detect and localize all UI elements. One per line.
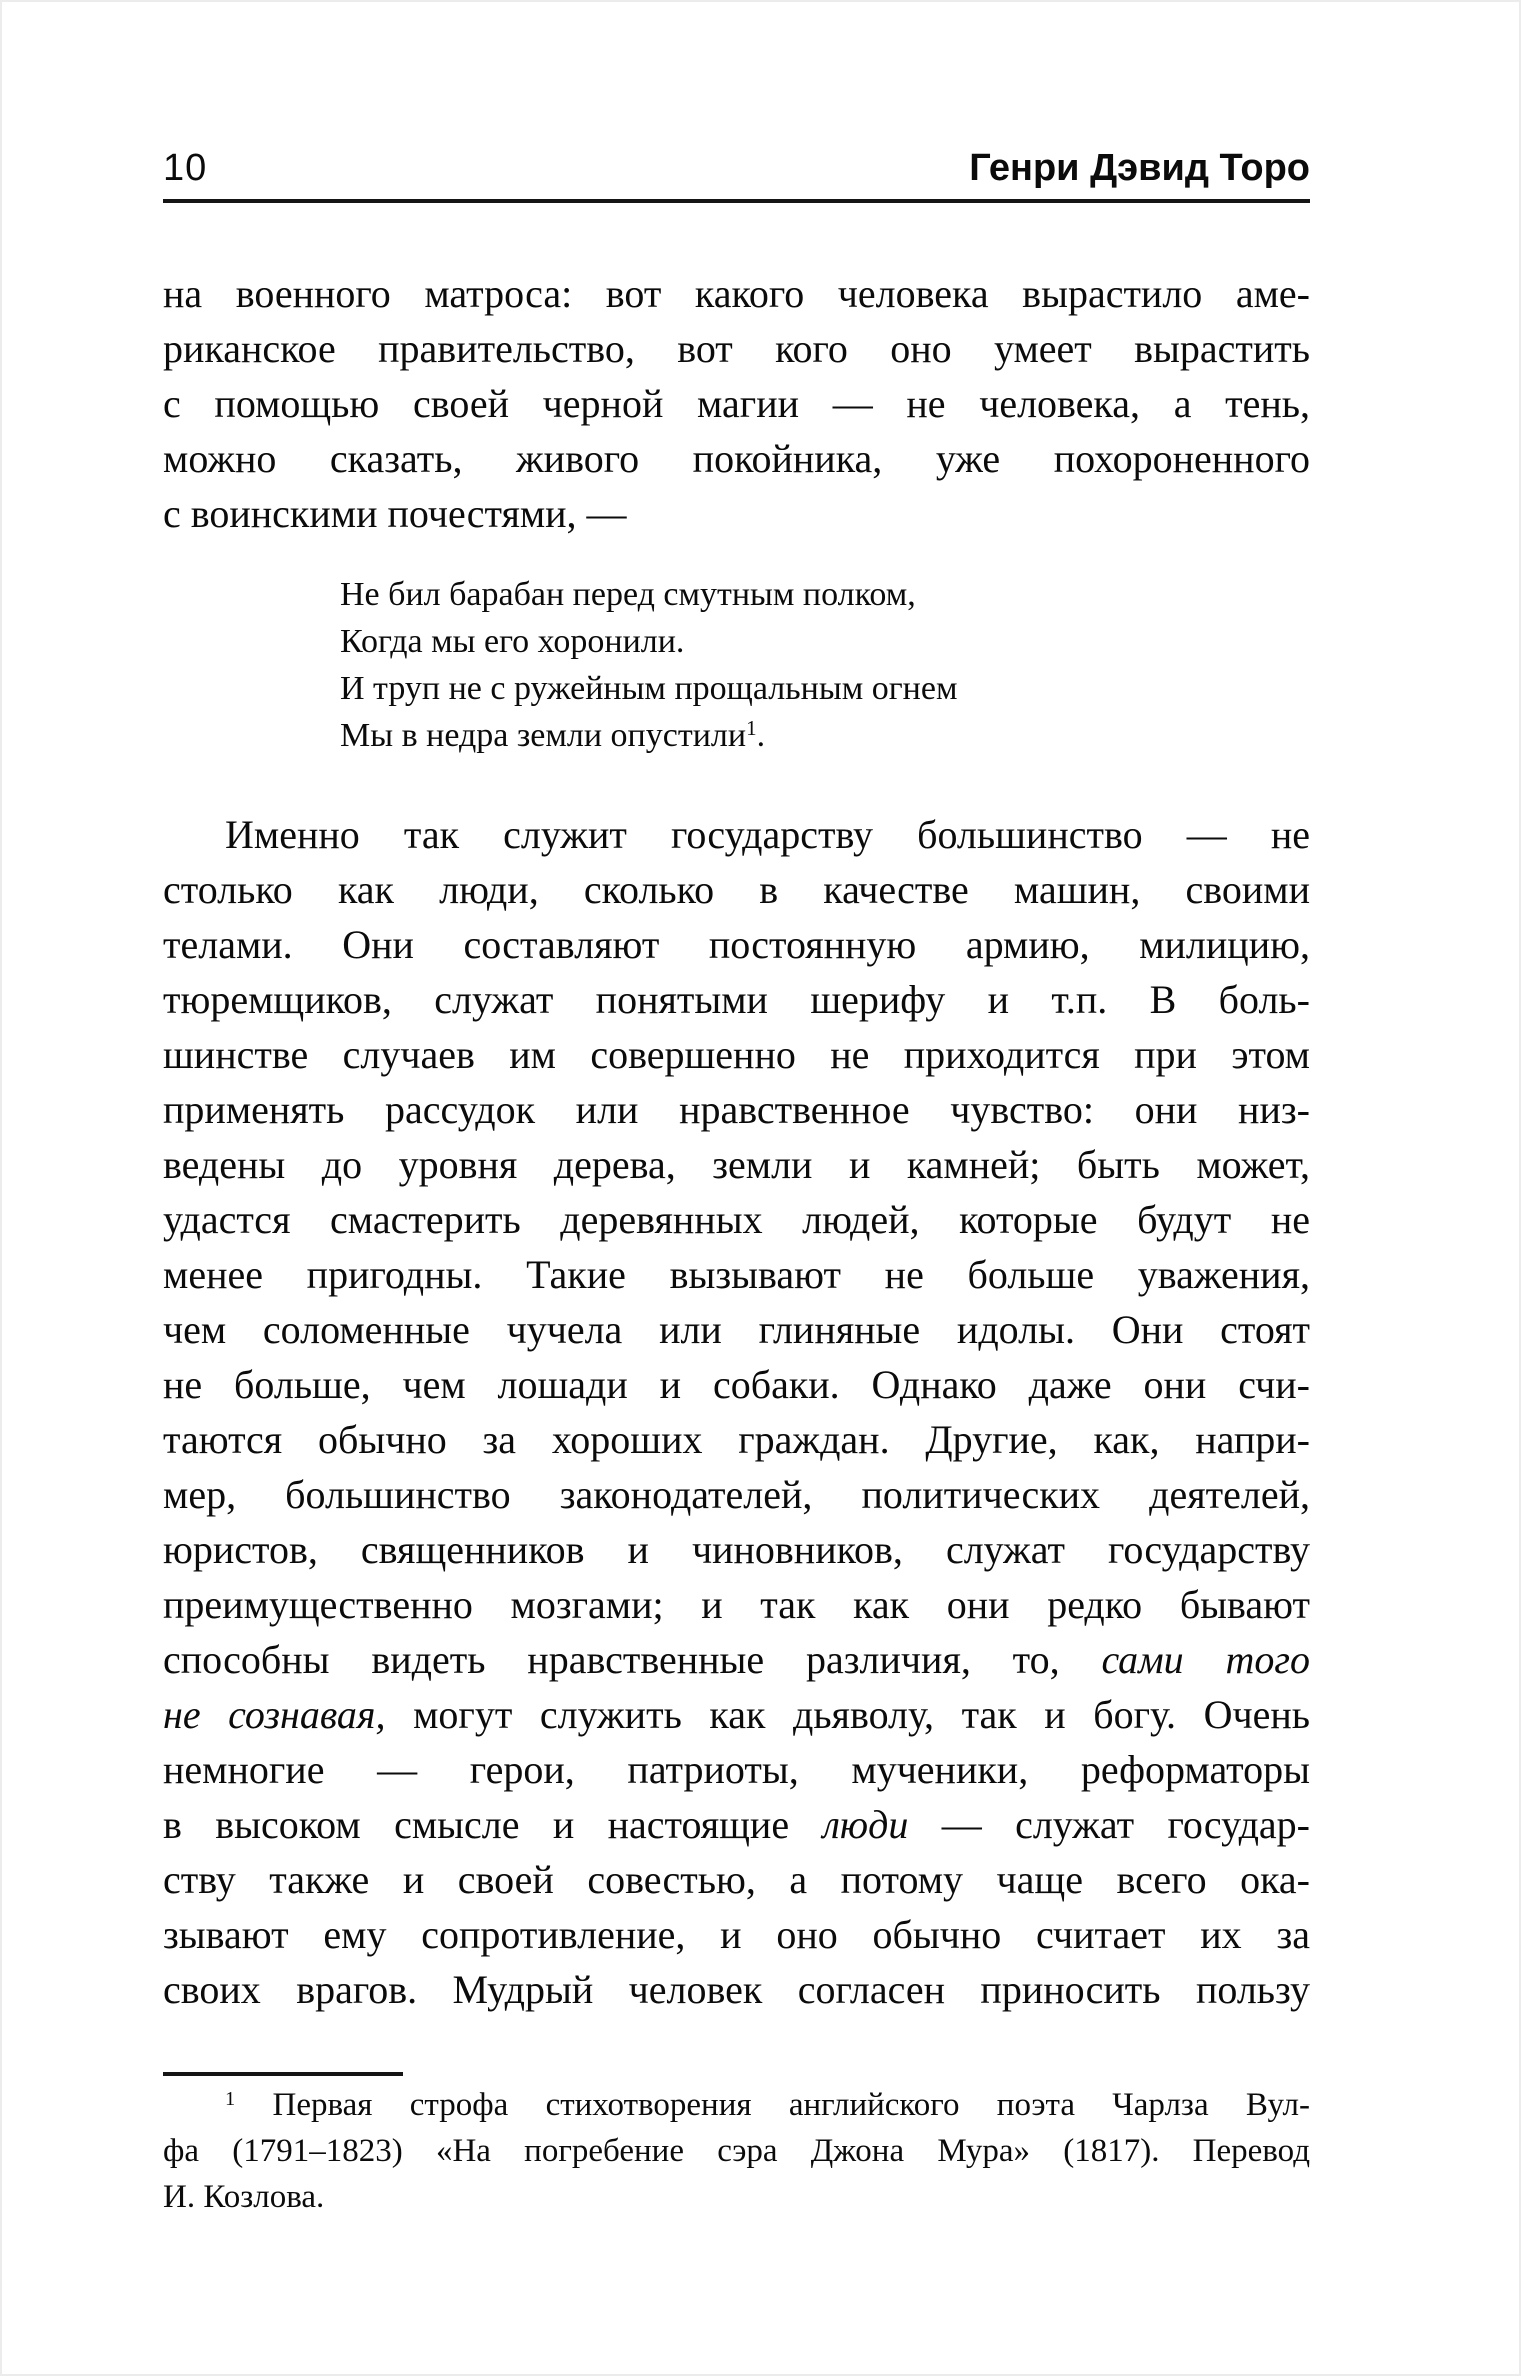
text-line: Не бил барабан перед смутным полком,	[340, 576, 916, 613]
running-title: Генри Дэвид Торо	[969, 147, 1310, 189]
text-line: немногие — герои, патриоты, мученики, реформаторы	[163, 1747, 1310, 1792]
text-line: можно сказать, живого покойника, уже похороненного	[163, 436, 1310, 481]
text-line: с помощью своей черной магии — не человека, а тень,	[163, 381, 1310, 426]
text-line: с воинскими почестями, —	[163, 491, 627, 536]
verse-quote	[340, 571, 1310, 759]
text-line: ведены до уровня дерева, земли и камней; быть может,	[163, 1142, 1310, 1187]
text-line: Мы в недра земли опустили$^1$.	[340, 716, 766, 754]
text-line: Когда мы его хоронили.	[340, 623, 685, 660]
text-line: И труп не с ружейным прощальным огнем	[340, 670, 958, 707]
text-line: юристов, священников и чиновников, служат государству	[163, 1527, 1310, 1572]
text-line: применять рассудок или нравственное чувство: они низ-	[163, 1087, 1310, 1132]
text-line: своих врагов. Мудрый человек согласен приносить пользу	[163, 1967, 1310, 2012]
text-line: не больше, чем лошади и собаки. Однако даже они счи-	[163, 1362, 1310, 1407]
text-line: ству также и своей совестью, а потому чаще всего ока-	[163, 1857, 1310, 1902]
text-line: шинстве случаев им совершенно не приходится при этом	[163, 1032, 1310, 1077]
text-line: не сознавая, могут служить как дьяволу, так и богу. Очень	[163, 1692, 1310, 1737]
text-line: риканское правительство, вот кого оно умеет вырастить	[163, 326, 1310, 371]
footnote-reference: 1	[225, 2087, 236, 2110]
text-line: менее пригодны. Такие вызывают не больше уважения,	[163, 1252, 1310, 1297]
paragraph-continuation	[163, 266, 1310, 541]
text-line: удастся смастерить деревянных людей, которые будут не	[163, 1197, 1310, 1242]
text-line: $^1$ Первая строфа стихотворения английского поэта Чарлза Вул-	[225, 2087, 1310, 2123]
text-line: способны видеть нравственные различия, то, сами того	[163, 1637, 1310, 1682]
footnote-reference: 1	[746, 716, 757, 741]
text-line: Именно так служит государству большинство — не	[225, 812, 1310, 857]
text-line: фа (1791–1823) «На погребение сэра Джона Мура» (1817). Перевод	[163, 2133, 1310, 2169]
text-line: в высоком смысле и настоящие люди — служат государ-	[163, 1802, 1310, 1847]
text-line: тюремщиков, служат понятыми шерифу и т.п. В боль-	[163, 977, 1310, 1022]
page-number: 10	[163, 147, 208, 189]
header-rule	[163, 199, 1310, 203]
text-line: столько как люди, сколько в качестве машин, своими	[163, 867, 1310, 912]
text-line: И. Козлова.	[163, 2179, 325, 2215]
text-line: мер, большинство законодателей, политических деятелей,	[163, 1472, 1310, 1517]
text-line: таются обычно за хороших граждан. Другие, как, напри-	[163, 1417, 1310, 1462]
running-head	[163, 0, 1310, 188]
text-line: на военного матроса: вот какого человека вырастило аме-	[163, 271, 1310, 316]
main-paragraph	[163, 807, 1310, 2017]
footnote	[163, 2082, 1310, 2220]
page-content	[163, 0, 1310, 2220]
text-line: телами. Они составляют постоянную армию, милицию,	[163, 922, 1310, 967]
text-line: преимущественно мозгами; и так как они редко бывают	[163, 1582, 1310, 1627]
footnote-rule	[163, 2072, 403, 2076]
text-line: чем соломенные чучела или глиняные идолы. Они стоят	[163, 1307, 1310, 1352]
text-line: зывают ему сопротивление, и оно обычно считает их за	[163, 1912, 1310, 1957]
